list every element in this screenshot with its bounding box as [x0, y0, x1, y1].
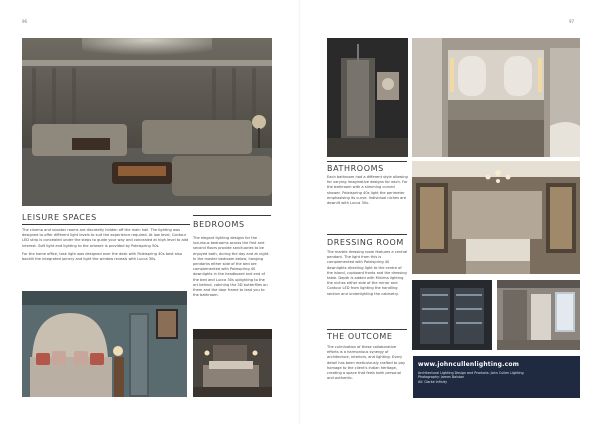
bedrooms-body [193, 236, 271, 301]
bathrooms-body [327, 175, 408, 209]
corridor-photo [497, 280, 580, 350]
dressing-room-paragraph: The marble dressing room features a central pendant. The light from this is complemented with Poleispring 40 downlights directing light to the centre of the island, cupboard fronts and the dressing table. Depth is added with Minima lighting the niches either side of the mirror and Contour LED from lighting the handling section and underlighting the cabinetry. [327, 250, 408, 296]
master-bedroom-photo [193, 329, 272, 397]
page-gutter [299, 0, 301, 424]
credit-line: Photography: James Balston [418, 375, 465, 380]
bathroom-shower-photo [327, 38, 408, 157]
leisure-paragraph: The cinema and snooker rooms are discreetly hidden off the main hall. The lighting was designed to offer different light levels to suit the experience required. At low level, Contour LED strip is concealed under the steps to guide your way and concealed at high level to add interest. Soft light and lighting to the artwork is provided by Poleispring 50s. [22, 228, 189, 248]
website-link[interactable]: www.johncullenlighting.com [418, 361, 520, 368]
bedrooms-rule [193, 215, 271, 216]
outcome-rule [327, 329, 407, 330]
dressing-room-photo [412, 161, 580, 274]
bathrooms-paragraph: Each bathroom had a different style allowing for varying imaginative designs for each. For the bathroom with a slimming curved shower, Poleispring 40s light the perimeter emphasising its curve. Individual niches are downlit with Lucca 30s. [327, 175, 408, 206]
leisure-spaces-heading: LEISURE SPACES [22, 213, 97, 222]
credit-line: Architectural Lighting Design and Products: John Cullen Lighting [418, 371, 524, 375]
outcome-body [327, 345, 408, 384]
dressing-room-heading: DRESSING ROOM [327, 238, 404, 247]
credit-box [413, 356, 580, 398]
dressing-room-body [327, 250, 408, 300]
outcome-heading: THE OUTCOME [327, 332, 393, 341]
credit-line: AV: Clarke Infinity [418, 379, 448, 384]
leisure-paragraph: For the home office, task light was designed over the desk with Poleispring 40s best also backlit the integrated joinery and light the window reveals with Lucca 30s. [22, 251, 182, 262]
right-page-number: 97 [569, 19, 575, 24]
outcome-paragraph: The culmination of these collaborative efforts is a harmonious synergy of architecture, interiors, and lighting. Every detail has been meticulously crafted to pay homage to the client's Indian heritage, creating a space that feels both personal and authentic. [327, 345, 406, 381]
bedrooms-heading: BEDROOMS [193, 220, 245, 229]
bathroom-vanity-photo [412, 38, 580, 157]
leisure-body [22, 228, 192, 265]
cinema-room-photo [22, 38, 272, 206]
bedrooms-paragraph: The elegant lighting designs for the luxurious bedrooms across the first and second floors provide sanctuaries to be enjoyed both, during the day and at night. In the master bedroom below, hanging pendants either side of the bed are complemented with Poleispring 40 downlights in the headboard and end of the bed and Lucca 30s uplighting to the art behind, catching the 3D butterflies on them and the door frame to lead you to the bathroom. [193, 236, 270, 298]
dressing-room-rule [327, 234, 407, 235]
bedroom-photo [22, 291, 187, 397]
bathrooms-heading: BATHROOMS [327, 164, 384, 173]
bathrooms-rule [327, 161, 407, 162]
wardrobe-photo [412, 280, 492, 350]
leisure-rule [22, 224, 190, 225]
left-page-number: 96 [22, 19, 28, 24]
